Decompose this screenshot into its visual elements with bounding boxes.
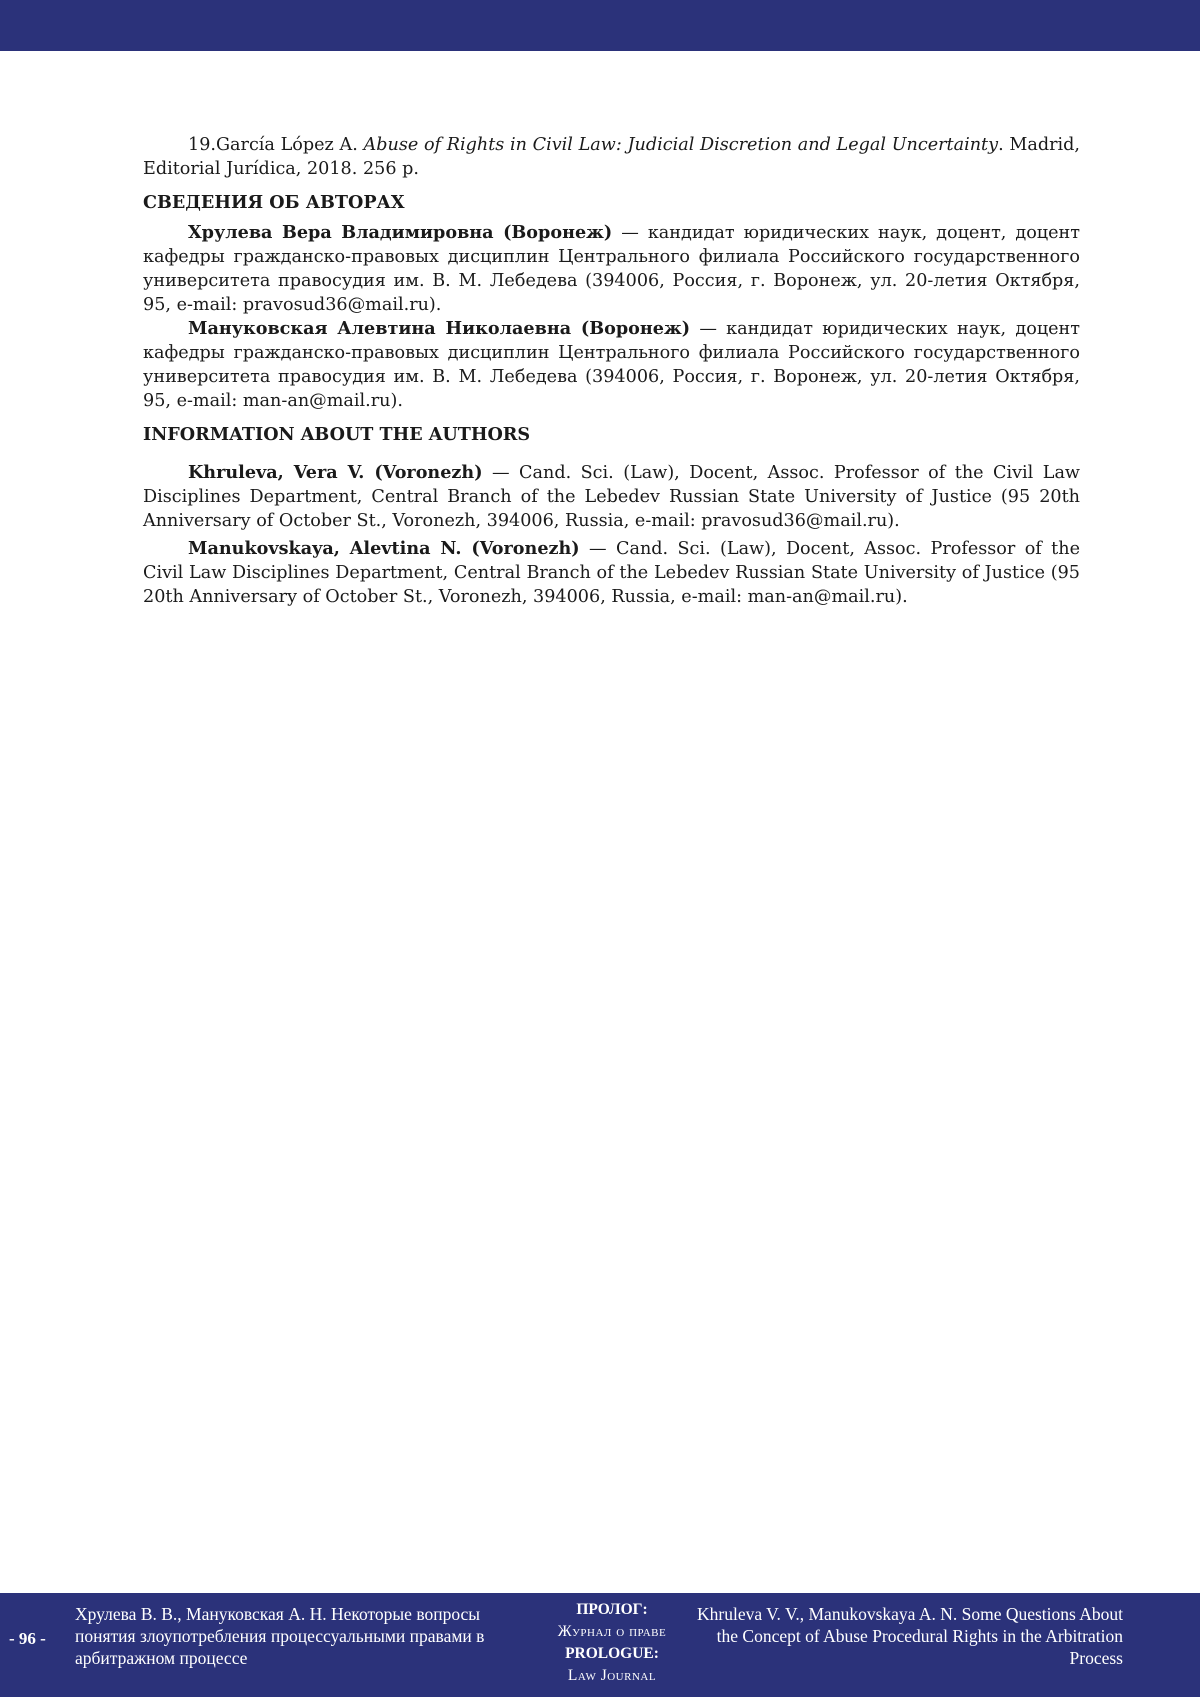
author-bio-ru-2: [143, 317, 1080, 413]
authors-heading-ru: СВЕДЕНИЯ ОБ АВТОРАХ: [143, 192, 405, 213]
author-bio-en-2: [143, 537, 1080, 609]
author-name: Manukovskaya, Alevtina N. (Voronezh): [188, 538, 580, 559]
page-footer: [0, 1593, 1200, 1697]
author-bio-en-1: [143, 461, 1080, 533]
reference-number: 19.: [188, 135, 216, 155]
reference-item: [143, 133, 1080, 181]
reference-details: . Madrid, Editorial Jurídica, 2018. 256 p.: [143, 135, 1081, 179]
reference-authors: García López A.: [215, 135, 358, 155]
running-title-en: Khruleva V. V., Manukovskaya A. N. Some Questions About the Concept of Abuse Procedural Rights in the Arbitration Process: [697, 1604, 1123, 1668]
page-content: [143, 133, 1080, 613]
journal-title-ru: ПРОЛОГ:: [576, 1601, 648, 1618]
author-bio-ru-1: [143, 221, 1080, 317]
journal-subtitle-ru: Журнал о праве: [557, 1623, 667, 1640]
author-info: — Cand. Sci. (Law), Docent, Assoc. Professor of the Civil Law Disciplines Department, Central Branch of the Lebedev Russian State University of Justice (95 20th Anniversary of October St., Voronezh, 394006, Russia, e-mail: man-an@mail.ru).: [143, 539, 1080, 607]
journal-name: [531, 1599, 693, 1687]
author-info: — кандидат юридических наук, доцент, доцент кафедры гражданско-правовых дисциплин Центрального филиала Российского государственного университета правосудия им. В. М. Лебедева (394006, Россия, г. Воронеж, ул. 20-летия Октября, 95, e-mail: pravosud36@mail.ru).: [143, 223, 1080, 315]
author-name: Мануковская Алевтина Николаевна (Воронеж): [188, 318, 691, 339]
journal-subtitle-en: Law Journal: [567, 1667, 657, 1684]
reference-title: Abuse of Rights in Civil Law: Judicial Discretion and Legal Uncertainty: [363, 135, 999, 155]
author-info: — кандидат юридических наук, доцент кафедры гражданско-правовых дисциплин Центрального филиала Российского государственного университета правосудия им. В. М. Лебедева (394006, Россия, г. Воронеж, ул. 20-летия Октября, 95, e-mail: man-an@mail.ru).: [143, 319, 1081, 411]
running-title-ru: Хрулева В. В., Мануковская А. Н. Некоторые вопросы понятия злоупотребления процессуальными правами в арбитражном процессе: [75, 1604, 485, 1668]
authors-heading-en: INFORMATION ABOUT THE AUTHORS: [143, 424, 531, 445]
author-name: Khruleva, Vera V. (Voronezh): [188, 462, 483, 483]
author-info: — Cand. Sci. (Law), Docent, Assoc. Professor of the Civil Law Disciplines Department, Central Branch of the Lebedev Russian State University of Justice (95 20th Anniversary of October St., Voronezh, 394006, Russia, e-mail: pravosud36@mail.ru).: [143, 463, 1080, 531]
journal-title-en: PROLOGUE:: [565, 1645, 659, 1662]
author-name: Хрулева Вера Владимировна (Воронеж): [188, 222, 613, 243]
page-number: - 96 -: [9, 1629, 46, 1648]
header-band: [0, 0, 1200, 51]
